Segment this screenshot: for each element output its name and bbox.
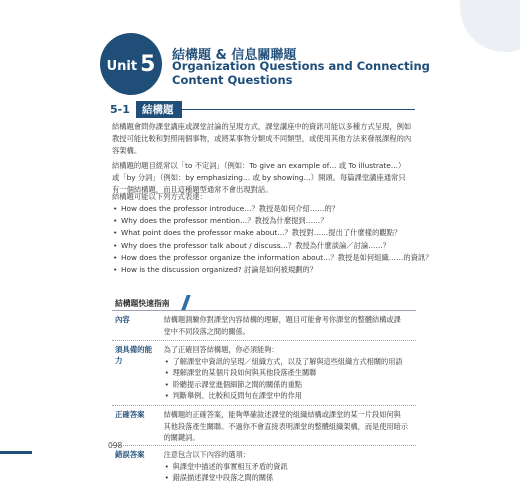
guide-row-correct-answer bbox=[112, 409, 416, 444]
guide-row-skills bbox=[112, 344, 416, 402]
row-line: 其他段落產生關聯。不過你不會直接表明課堂的整體組織架構，而是使用暗示 bbox=[163, 421, 408, 431]
list-item: • 判斷舉例、比較和反問句在課堂中的作用 bbox=[164, 390, 416, 402]
row-divider bbox=[112, 340, 416, 341]
list-item: • How is the discussion organized? 討論是如何被規劃的？ bbox=[112, 264, 412, 276]
row-body bbox=[158, 449, 416, 484]
quick-guide-rule bbox=[112, 310, 416, 311]
section-header bbox=[110, 100, 415, 118]
list-item: • 理解課堂的某個片段如何與其他段落產生關聯 bbox=[164, 367, 416, 379]
row-label: 錯誤答案 bbox=[115, 450, 145, 459]
wording-paragraph: 結構題的題目經常以「to 不定詞」（例如：To give an example of… 或 To illustrate…）或「by 分詞」（例如：by emphasizing… 或 by showing…）開頭。每篇課堂講座通常只有一個結構題，而且這種題型通常不會出現對話。 bbox=[112, 161, 406, 194]
row-divider bbox=[112, 445, 416, 446]
question-forms-lead: 結構題可能以下列方式表達： bbox=[112, 192, 207, 201]
list-item: • How does the professor introduce…？教授是如何介紹……的？ bbox=[112, 203, 412, 215]
chapter-title-chinese: 結構題 & 信息關聯題 bbox=[172, 48, 297, 63]
row-body bbox=[158, 314, 416, 337]
row-line: 的關鍵詞。 bbox=[163, 433, 200, 442]
decorative-corner-circle bbox=[460, 0, 520, 52]
row-intro: 注意包含以下內容的選項： bbox=[163, 450, 250, 459]
page-edge-bar bbox=[0, 451, 32, 454]
row-label: 須具備的能力 bbox=[115, 345, 152, 365]
row-line: 結構題測驗你對課堂內容結構的理解，題目可能會考你課堂的整體結構或課 bbox=[163, 315, 401, 324]
list-item: • Why does the professor mention…？教授為什麼提到……？ bbox=[112, 215, 412, 227]
list-item: • 錯誤描述課堂中段落之間的關係 bbox=[164, 472, 416, 484]
row-line: 結構題的正確答案，能夠準確敘述課堂的組織結構或課堂的某一片段如何與 bbox=[163, 410, 401, 419]
section-rule bbox=[182, 109, 416, 110]
list-item: • 聆聽提示課堂進個細節之間的關係的重點 bbox=[164, 379, 416, 391]
row-body bbox=[158, 409, 416, 444]
intro-paragraph: 結構題會問你課堂講座或課堂討論的呈現方式，課堂講座中的資訊可能以多種方式呈現，例如教授可能比較和對照兩個事物，或將某事物分類成不同類型，或使用其他方法來發展課程的內容架構。 bbox=[112, 122, 412, 155]
skills-list bbox=[164, 356, 416, 402]
unit-badge bbox=[100, 33, 162, 95]
section-number: 5-1 bbox=[110, 102, 130, 116]
page-number: 098 bbox=[108, 441, 123, 450]
unit-number: 5 bbox=[140, 51, 156, 77]
row-body bbox=[158, 344, 416, 402]
list-item: • What point does the professor make about…？教授對……提出了什麼樣的觀點？ bbox=[112, 227, 412, 239]
row-line: 堂中不同段落之間的關係。 bbox=[163, 326, 250, 336]
chapter-title-english: Organization Questions and Connecting Content Questions bbox=[172, 59, 430, 87]
guide-row-wrong-answer bbox=[112, 449, 416, 484]
row-divider bbox=[112, 405, 416, 406]
quick-guide-title: 結構題快速指南 bbox=[115, 298, 170, 308]
list-item: • 與課堂中描述的事實相互矛盾的資訊 bbox=[164, 461, 416, 473]
row-label: 正確答案 bbox=[115, 410, 145, 419]
wrong-answer-list bbox=[164, 461, 416, 484]
guide-row-content bbox=[112, 314, 416, 337]
slash-decoration bbox=[181, 295, 190, 310]
quick-guide-header bbox=[112, 296, 182, 310]
list-item: • How does the professor organize the information about…？教授是如何組織……的資訊？ bbox=[112, 252, 412, 264]
row-intro: 為了正確回答結構題，你必須能夠： bbox=[163, 345, 279, 354]
list-item: • 了解課堂中資訊的呈現／組織方式，以及了解與這些組織方式相關的用語 bbox=[164, 356, 416, 368]
unit-word: Unit bbox=[106, 58, 138, 74]
row-label: 內容 bbox=[115, 315, 130, 324]
section-title: 結構題 bbox=[136, 101, 182, 118]
question-forms-list bbox=[112, 203, 433, 276]
list-item: • Why does the professor talk about / discuss…？教授為什麼談論／討論……？ bbox=[112, 240, 412, 252]
